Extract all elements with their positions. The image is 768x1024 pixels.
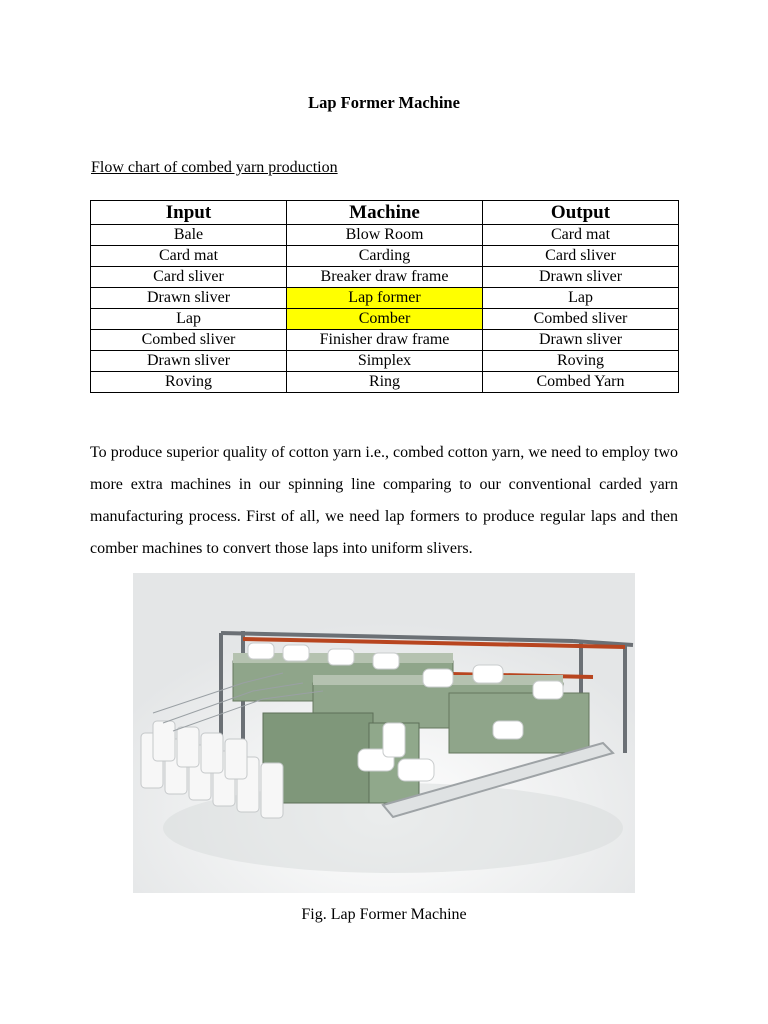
cell-machine: Simplex [287, 351, 483, 372]
cell-machine: Carding [287, 246, 483, 267]
cell-machine: Blow Room [287, 225, 483, 246]
cell-input: Combed sliver [91, 330, 287, 351]
cell-input: Lap [91, 309, 287, 330]
cell-input: Card sliver [91, 267, 287, 288]
cell-machine: Lap former [287, 288, 483, 309]
cell-output: Roving [483, 351, 679, 372]
body-paragraph: To produce superior quality of cotton yarn i.e., combed cotton yarn, we need to employ two more extra machines in our spinning line comparing to our conventional carded yarn manufacturing process. First of all, we need lap formers to produce regular laps and then comber machines to convert those laps into uniform slivers. [90, 444, 678, 557]
figure-caption: Fig. Lap Former Machine [301, 906, 467, 923]
cell-input: Roving [91, 372, 287, 393]
cell-machine: Breaker draw frame [287, 267, 483, 288]
table-row [91, 246, 679, 267]
table-row [91, 351, 679, 372]
header-machine: Machine [287, 201, 483, 225]
cell-output: Combed Yarn [483, 372, 679, 393]
machine-illustration [133, 573, 635, 893]
table-row [91, 372, 679, 393]
header-input: Input [91, 201, 287, 225]
cell-output: Combed sliver [483, 309, 679, 330]
cell-input: Card mat [91, 246, 287, 267]
cell-output: Drawn sliver [483, 267, 679, 288]
table-subtitle: Flow chart of combed yarn production [91, 159, 338, 176]
table-row [91, 267, 679, 288]
cell-input: Drawn sliver [91, 351, 287, 372]
cell-machine: Finisher draw frame [287, 330, 483, 351]
table-row [91, 288, 679, 309]
page-title: Lap Former Machine [308, 93, 460, 112]
cell-output: Drawn sliver [483, 330, 679, 351]
table-row [91, 309, 679, 330]
cell-output: Card sliver [483, 246, 679, 267]
cell-output: Card mat [483, 225, 679, 246]
cell-input: Bale [91, 225, 287, 246]
cell-machine: Comber [287, 309, 483, 330]
lap-former-machine-image [133, 573, 635, 893]
cell-input: Drawn sliver [91, 288, 287, 309]
table-header-row [91, 201, 679, 225]
cell-output: Lap [483, 288, 679, 309]
flow-chart-table [90, 200, 679, 393]
table-row [91, 225, 679, 246]
header-output: Output [483, 201, 679, 225]
table-row [91, 330, 679, 351]
cell-machine: Ring [287, 372, 483, 393]
